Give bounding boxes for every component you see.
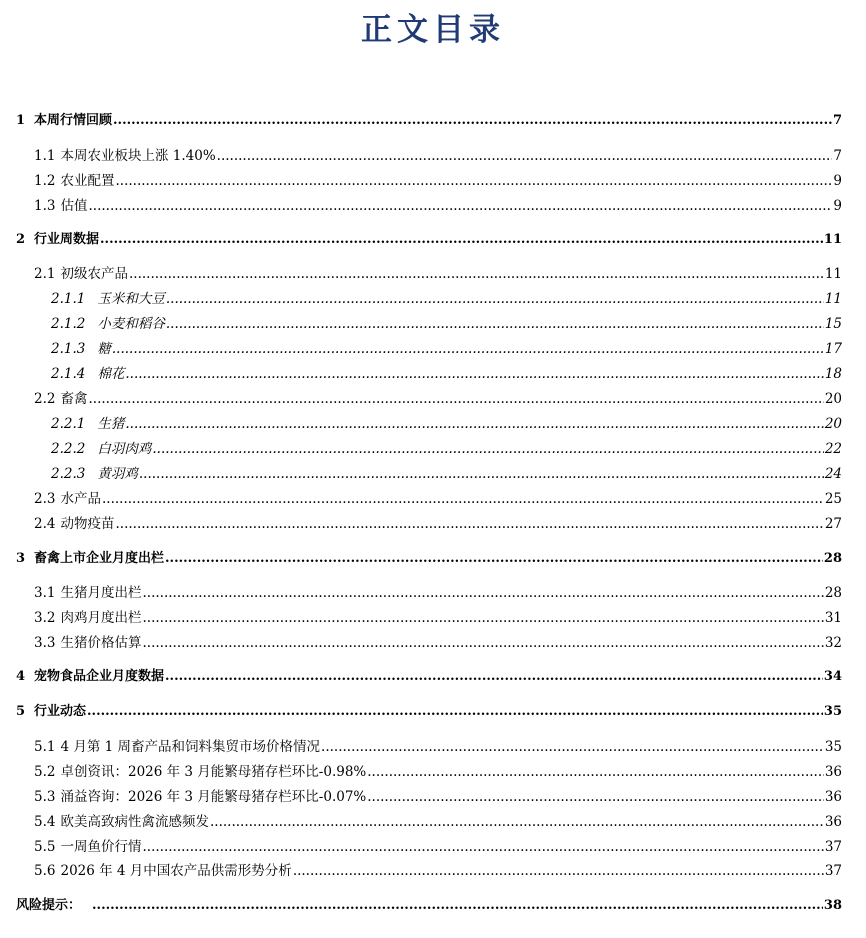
toc-label: 肉鸡月度出栏 — [60, 610, 142, 626]
toc-entry-2[interactable] — [16, 228, 842, 248]
toc-entry-5-2[interactable] — [34, 760, 842, 780]
toc-number: 2.1 — [34, 266, 56, 282]
toc-label: 畜禽上市企业月度出栏 — [34, 551, 165, 566]
toc-page-number: 25 — [824, 491, 842, 507]
toc-page-number: 7 — [832, 113, 842, 128]
toc-label: 黄羽鸡 — [97, 466, 138, 482]
toc-page-number: 36 — [824, 764, 842, 780]
toc-page-number: 27 — [824, 516, 842, 532]
toc-label: 生猪月度出栏 — [60, 585, 142, 601]
toc-number: 2.2 — [34, 391, 56, 407]
toc-number: 2.2.1 — [51, 416, 86, 432]
toc-number: 5.3 — [34, 789, 56, 805]
dot-leader — [129, 266, 824, 282]
toc-label: 本周农业板块上涨 1.40% — [60, 148, 216, 164]
toc-number: 2.4 — [34, 516, 56, 532]
toc-label: 畜禽 — [60, 391, 88, 407]
toc-label: 涌益咨询：2026 年 3 月能繁母猪存栏环比-0.07% — [60, 789, 367, 805]
toc-page-number: 22 — [824, 441, 842, 457]
toc-number: 2.1.4 — [51, 366, 86, 382]
toc-entry-5[interactable] — [16, 700, 842, 720]
toc-number: 2.3 — [34, 491, 56, 507]
toc-page-number: 35 — [823, 704, 842, 719]
toc-entry-5-4[interactable] — [34, 810, 842, 830]
toc-number: 1.1 — [34, 148, 56, 164]
toc-number: 2 — [16, 232, 26, 247]
dot-leader — [142, 610, 823, 626]
toc-page-number: 36 — [824, 789, 842, 805]
toc-number: 3.3 — [34, 635, 56, 651]
dot-leader — [112, 341, 824, 357]
toc-entry-2-1-2[interactable] — [51, 312, 842, 332]
toc-entry-5-6[interactable] — [34, 859, 842, 879]
toc-entry-4[interactable] — [16, 665, 842, 685]
toc-label: 4 月第 1 周畜产品和饲料集贸市场价格情况 — [60, 739, 321, 755]
dot-leader — [87, 704, 823, 719]
toc-label: 欧美高致病性禽流感频发 — [60, 814, 209, 830]
toc-page-number: 20 — [824, 416, 842, 432]
toc-page-number: 38 — [823, 898, 842, 913]
toc-entry-2-2-1[interactable] — [51, 412, 842, 432]
dot-leader — [166, 291, 824, 307]
toc-page-number: 7 — [833, 148, 842, 164]
toc-page-number: 17 — [824, 341, 842, 357]
toc-label: 玉米和大豆 — [97, 291, 165, 307]
toc-number: 2.1.1 — [51, 291, 86, 307]
toc-label: 行业动态 — [34, 704, 87, 719]
toc-label: 卓创资讯：2026 年 3 月能繁母猪存栏环比-0.98% — [60, 764, 367, 780]
toc-number: 4 — [16, 669, 26, 684]
toc-entry-risk[interactable] — [16, 894, 842, 914]
toc-entry-3[interactable] — [16, 547, 842, 567]
dot-leader — [210, 814, 824, 830]
dot-leader — [166, 316, 824, 332]
toc-entry-3-1[interactable] — [34, 581, 842, 601]
toc-label: 风险提示： — [16, 898, 82, 913]
dot-leader — [102, 491, 824, 507]
toc-label: 水产品 — [60, 491, 101, 507]
toc-entry-2-1-4[interactable] — [51, 362, 842, 382]
toc-number: 2.2.2 — [51, 441, 86, 457]
toc-label: 小麦和稻谷 — [97, 316, 165, 332]
toc-entry-2-4[interactable] — [34, 512, 842, 532]
dot-leader — [92, 898, 823, 913]
toc-number: 5.4 — [34, 814, 56, 830]
toc-page-number: 20 — [824, 391, 842, 407]
dot-leader — [142, 585, 823, 601]
toc-label: 行业周数据 — [34, 232, 100, 247]
toc-label: 棉花 — [97, 366, 125, 382]
toc-page-number: 32 — [824, 635, 842, 651]
toc-page-number: 9 — [833, 198, 842, 214]
dot-leader — [125, 416, 823, 432]
toc-entry-2-2[interactable] — [34, 387, 842, 407]
toc-page-number: 31 — [824, 610, 842, 626]
dot-leader — [165, 551, 823, 566]
toc-label: 农业配置 — [60, 173, 115, 189]
toc-page-number: 34 — [823, 669, 842, 684]
toc-entry-5-5[interactable] — [34, 835, 842, 855]
dot-leader — [88, 198, 832, 214]
toc-label: 初级农产品 — [60, 266, 128, 282]
toc-number: 3 — [16, 551, 26, 566]
toc-label: 本周行情回顾 — [34, 113, 113, 128]
toc-number: 5.6 — [34, 863, 56, 879]
toc-page-number: 18 — [824, 366, 842, 382]
dot-leader — [100, 232, 823, 247]
dot-leader — [88, 391, 823, 407]
page-title: 正文目录 — [361, 12, 505, 48]
toc-label: 估值 — [60, 198, 88, 214]
dot-leader — [367, 789, 824, 805]
dot-leader — [142, 635, 823, 651]
toc-number: 1 — [16, 113, 26, 128]
toc-entry-2-2-2[interactable] — [51, 437, 842, 457]
toc-number: 1.3 — [34, 198, 56, 214]
dot-leader — [113, 113, 832, 128]
toc-number: 2.1.2 — [51, 316, 86, 332]
toc-page-number: 28 — [823, 551, 842, 566]
toc-entry-1-3[interactable] — [34, 194, 842, 214]
toc-page-number: 9 — [833, 173, 842, 189]
toc-page-number: 37 — [824, 839, 842, 855]
toc-number: 5 — [16, 704, 26, 719]
toc-entry-2-3[interactable] — [34, 487, 842, 507]
toc-page-number: 35 — [824, 739, 842, 755]
toc-number: 2.1.3 — [51, 341, 86, 357]
dot-leader — [293, 863, 824, 879]
toc-page-number: 15 — [824, 316, 842, 332]
dot-leader — [115, 173, 832, 189]
dot-leader — [321, 739, 824, 755]
toc-label: 一周鱼价行情 — [60, 839, 142, 855]
toc-entry-2-1[interactable] — [34, 262, 842, 282]
toc-label: 白羽肉鸡 — [97, 441, 152, 457]
toc-number: 3.1 — [34, 585, 56, 601]
toc-number: 3.2 — [34, 610, 56, 626]
dot-leader — [217, 148, 833, 164]
toc-number: 5.1 — [34, 739, 56, 755]
toc-number: 2.2.3 — [51, 466, 86, 482]
toc-entry-3-3[interactable] — [34, 631, 842, 651]
toc-label: 生猪 — [97, 416, 125, 432]
toc-entry-5-3[interactable] — [34, 785, 842, 805]
dot-leader — [139, 466, 824, 482]
toc-page-number: 24 — [824, 466, 842, 482]
dot-leader — [165, 669, 823, 684]
toc-entry-2-2-3[interactable] — [51, 462, 842, 482]
toc-number: 5.2 — [34, 764, 56, 780]
toc-entry-3-2[interactable] — [34, 606, 842, 626]
toc-label: 2026 年 4 月中国农产品供需形势分析 — [60, 863, 292, 879]
dot-leader — [367, 764, 824, 780]
dot-leader — [125, 366, 823, 382]
toc-entry-1[interactable] — [16, 109, 842, 129]
toc-page-number: 11 — [824, 291, 842, 307]
toc-entry-1-1[interactable] — [34, 144, 842, 164]
toc-page-number: 37 — [824, 863, 842, 879]
dot-leader — [152, 441, 823, 457]
toc-number: 1.2 — [34, 173, 56, 189]
dot-leader — [115, 516, 823, 532]
toc-entry-1-2[interactable] — [34, 169, 842, 189]
toc-label: 生猪价格估算 — [60, 635, 142, 651]
dot-leader — [142, 839, 823, 855]
toc-label: 宠物食品企业月度数据 — [34, 669, 165, 684]
toc-label: 糖 — [97, 341, 111, 357]
toc-page-number: 28 — [824, 585, 842, 601]
toc-entry-2-1-1[interactable] — [51, 287, 842, 307]
toc-page-number: 11 — [824, 266, 842, 282]
toc-number: 5.5 — [34, 839, 56, 855]
toc-page-number: 36 — [824, 814, 842, 830]
toc-entry-5-1[interactable] — [34, 735, 842, 755]
toc-entry-2-1-3[interactable] — [51, 337, 842, 357]
toc-page-number: 11 — [823, 232, 842, 247]
toc-label: 动物疫苗 — [60, 516, 115, 532]
